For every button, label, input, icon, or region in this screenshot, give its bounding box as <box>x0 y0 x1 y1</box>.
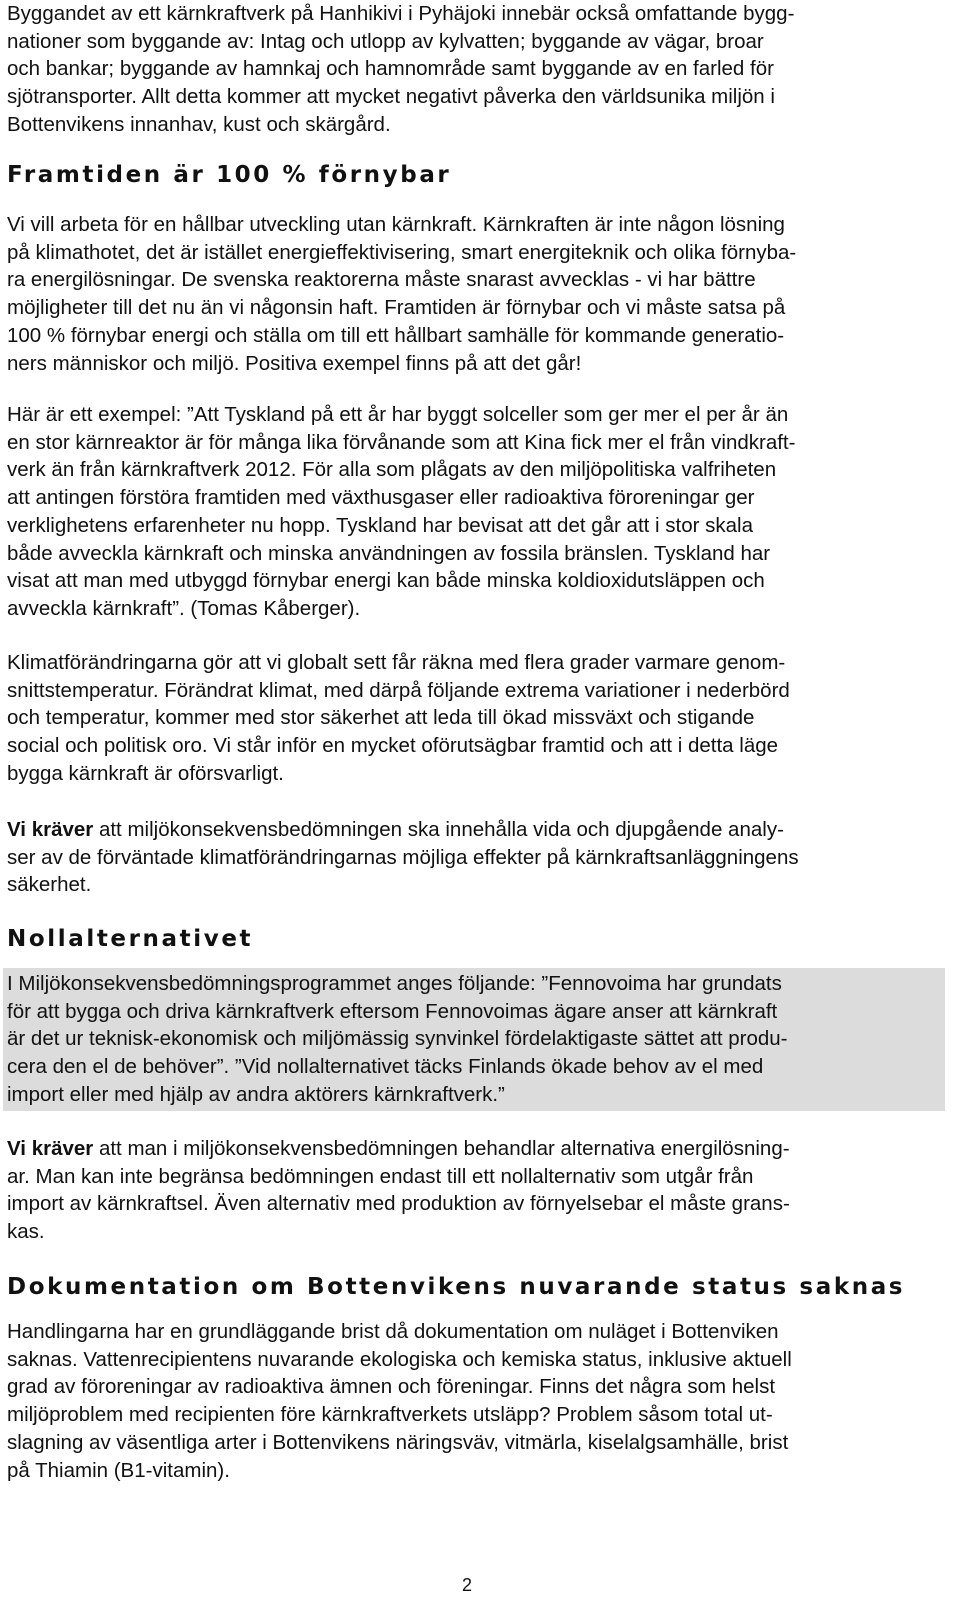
zero-demand-paragraph <box>7 1135 947 1246</box>
text-line: Bottenvikens innanhav, kust och skärgård. <box>7 112 391 136</box>
demand-text: att miljökonsekvensbedömningen ska innehålla vida och djupgående analy- <box>93 818 784 841</box>
section-heading-documentation: Dokumentation om Bottenvikens nuvarande status saknas <box>7 1274 906 1300</box>
text-line: ra energilösningar. De svenska reaktorerna måste snarast avvecklas - vi har bättre <box>7 268 756 292</box>
text-line: på klimathotet, det är istället energieffektivisering, smart energiteknik och olika förnyba- <box>7 240 797 264</box>
text-line: slagning av väsentliga arter i Bottenvikens näringsväv, vitmärla, kiselalgsamhälle, brist <box>7 1430 789 1454</box>
text-line: säkerhet. <box>7 873 92 897</box>
text-line: att antingen förstöra framtiden med växthusgaser eller radioaktiva föroreningar ger <box>7 486 755 510</box>
text-line: verk än från kärnkraftverk 2012. För alla som plågats av den miljöpolitiska valfriheten <box>7 458 777 482</box>
text-line: Handlingarna har en grundläggande brist då dokumentation om nuläget i Bottenviken <box>7 1320 779 1343</box>
text-line: och bankar; byggande av hamnkaj och hamnområde samt byggande av en farled för <box>7 57 774 81</box>
text-line: saknas. Vattenrecipientens nuvarande ekologiska och kemiska status, inklusive aktuell <box>7 1347 792 1371</box>
text-line: avveckla kärnkraft”. (Tomas Kåberger). <box>7 596 361 620</box>
quote-box <box>3 968 945 1111</box>
text-line: både avveckla kärnkraft och minska användningen av fossila bränslen. Tyskland har <box>7 541 771 565</box>
text-line: på Thiamin (B1-vitamin). <box>7 1458 230 1482</box>
text-line: Vi vill arbeta för en hållbar utveckling utan kärnkraft. Kärnkraften är inte någon lösning <box>7 213 785 236</box>
text-line: cera den el de behöver”. ”Vid nollalternativet täcks Finlands ökade behov av el med <box>7 1055 764 1079</box>
text-line: import av kärnkraftsel. Även alternativ med produktion av förnyelsebar el måste grans- <box>7 1192 790 1216</box>
text-line: nationer som byggande av: Intag och utlopp av kylvatten; byggande av vägar, broar <box>7 29 764 53</box>
text-line: social och politisk oro. Vi står inför en mycket oförutsägbar framtid och att i detta läge <box>7 734 779 758</box>
future-paragraph-3 <box>7 649 947 788</box>
section-heading-zero-alternative: Nollalternativet <box>7 926 254 952</box>
text-line: snittstemperatur. Förändrat klimat, med därpå följande extrema variationer i nederbörd <box>7 678 790 702</box>
text-line: miljöproblem med recipienten före kärnkraftverkets utsläpp? Problem såsom total ut- <box>7 1403 773 1427</box>
text-line: import eller med hjälp av andra aktörers kärnkraftverk.” <box>7 1082 505 1106</box>
text-line: visat att man med utbyggd förnybar energi kan både minska koldioxidutsläppen och <box>7 569 765 593</box>
text-line <box>7 1135 947 1163</box>
text-line: ser av de förväntade klimatförändringarnas möjliga effekter på kärnkraftsanläggningens <box>7 845 799 869</box>
text-line: är det ur teknisk-ekonomisk och miljömässig synvinkel fördelaktigaste sättet att produ- <box>7 1027 788 1051</box>
text-line: och temperatur, kommer med stor säkerhet att leda till ökad missväxt och stigande <box>7 706 755 730</box>
text-line: ners människor och miljö. Positiva exempel finns på att det går! <box>7 351 582 375</box>
text-line: I Miljökonsekvensbedömningsprogrammet anges följande: ”Fennovoima har grundats <box>7 972 782 995</box>
text-line <box>7 816 947 844</box>
text-line: för att bygga och driva kärnkraftverk eftersom Fennovoimas ägare anser att kärnkraft <box>7 999 778 1023</box>
text-line: Byggandet av ett kärnkraftverk på Hanhikivi i Pyhäjoki innebär också omfattande bygg- <box>7 2 795 25</box>
future-demand-paragraph <box>7 816 947 899</box>
text-line: en stor kärnreaktor är för många lika förvånande som att Kina fick mer el från vindkraft- <box>7 430 796 454</box>
text-line: kas. <box>7 1220 45 1244</box>
text-line: sjötransporter. Allt detta kommer att mycket negativt påverka den världsunika miljön i <box>7 85 775 109</box>
future-paragraph-2 <box>7 401 947 623</box>
text-line: Här är ett exempel: ”Att Tyskland på ett år har byggt solceller som ger mer el per år än <box>7 403 789 426</box>
section-heading-future: Framtiden är 100 % förnybar <box>7 162 452 188</box>
intro-paragraph <box>7 0 947 139</box>
text-line: ar. Man kan inte begränsa bedömningen endast till ett nollalternativ som utgår från <box>7 1164 754 1188</box>
demand-emphasis: Vi kräver <box>7 818 94 841</box>
demand-text: att man i miljökonsekvensbedömningen behandlar alternativa energilösning- <box>93 1137 790 1160</box>
text-line: möjligheter till det nu än vi någonsin haft. Framtiden är förnybar och vi måste satsa på <box>7 296 786 320</box>
text-line: grad av föroreningar av radioaktiva ämnen och föreningar. Finns det några som helst <box>7 1375 776 1399</box>
page-number: 2 <box>462 1575 473 1595</box>
documentation-paragraph <box>7 1318 947 1484</box>
text-line: Klimatförändringarna gör att vi globalt sett får räkna med flera grader varmare genom- <box>7 651 786 674</box>
demand-emphasis: Vi kräver <box>7 1137 94 1160</box>
text-line: verklighetens erfarenheter nu hopp. Tyskland har bevisat att det går att i stor skala <box>7 513 754 537</box>
text-line: bygga kärnkraft är oförsvarligt. <box>7 761 284 785</box>
future-paragraph-1 <box>7 211 947 377</box>
text-line: 100 % förnybar energi och ställa om till ett hållbart samhälle för kommande generatio- <box>7 323 785 347</box>
